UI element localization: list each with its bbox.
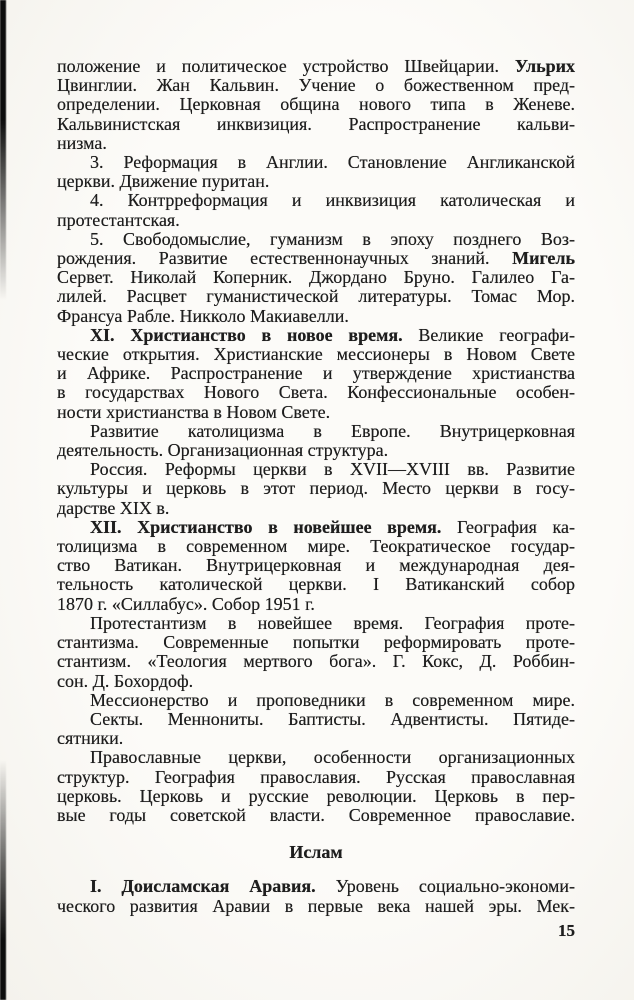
text-line xyxy=(57,115,575,134)
paragraph xyxy=(57,57,575,153)
text-line xyxy=(57,748,575,767)
text-line xyxy=(57,537,575,556)
body-text: Кальвинистская инквизиция. Распространение кальви- xyxy=(57,113,575,134)
text-line xyxy=(57,383,575,402)
body-text: тельность католической церкви. I Ватиканский собор xyxy=(57,574,575,595)
body-text: Россия. Реформы церкви в XVII—XVIII вв. Развитие xyxy=(90,459,575,480)
paragraph xyxy=(57,748,575,825)
paragraph xyxy=(57,614,575,691)
text-line xyxy=(57,595,575,614)
text-line xyxy=(57,768,575,787)
body-text: толицизма в современном мире. Теократическое государ- xyxy=(57,536,575,557)
paragraph xyxy=(57,691,575,710)
text-line xyxy=(57,806,575,825)
body-text: География ка- xyxy=(441,516,576,537)
text-line xyxy=(57,211,575,230)
text-line xyxy=(57,710,575,729)
text-line xyxy=(57,57,575,76)
body-text: Православные церкви, особенности организационных xyxy=(90,747,575,768)
text-line xyxy=(57,76,575,95)
body-text: культуры и церковь в этот период. Место церкви в госу- xyxy=(57,478,575,499)
text-line xyxy=(57,95,575,114)
body-text: Развитие католицизма в Европе. Внутрицерковная xyxy=(90,420,575,441)
body-text: Сервет. Николай Коперник. Джордано Бруно. Галилео Га- xyxy=(57,267,575,288)
text-line xyxy=(57,729,575,748)
body-text: 5. Свободомыслие, гуманизм в эпоху позднего Воз- xyxy=(90,228,575,249)
text-line xyxy=(57,307,575,326)
body-text: Великие географи- xyxy=(402,324,575,345)
text-line xyxy=(57,479,575,498)
text-line xyxy=(57,460,575,479)
text-line xyxy=(57,877,575,896)
body-text: определении. Церковная община нового типа в Женеве. xyxy=(57,94,575,115)
text-line xyxy=(57,422,575,441)
text-line xyxy=(57,897,575,916)
body-text: стантизм. «Теология мертвого бога». Г. Кокс, Д. Роббин- xyxy=(57,651,575,672)
paragraph xyxy=(57,460,575,518)
body-text: сятники. xyxy=(57,728,124,749)
body-text: Мессионерство и проповедники в современном мире. xyxy=(90,689,575,710)
text-line xyxy=(57,652,575,671)
body-text: дарстве XIX в. xyxy=(57,497,170,518)
paragraph xyxy=(57,153,575,191)
paragraph xyxy=(57,422,575,460)
text-line xyxy=(57,287,575,306)
body-text: ческие открытия. Христианские мессионеры в Новом Свете xyxy=(57,344,575,365)
text-line xyxy=(57,518,575,537)
text-line xyxy=(57,672,575,691)
text-line xyxy=(57,249,575,268)
body-text: протестантская. xyxy=(57,209,180,230)
body-text: в государствах Нового Света. Конфессиональные особен- xyxy=(57,382,575,403)
body-text: сон. Д. Бохордоф. xyxy=(57,670,194,691)
body-text: 4. Контрреформация и инквизиция католическая и xyxy=(90,190,575,211)
text-line xyxy=(57,556,575,575)
text-line xyxy=(57,153,575,172)
text-line xyxy=(57,191,575,210)
body-text: 3. Реформация в Англии. Становление Англиканской xyxy=(90,152,575,173)
paragraph xyxy=(57,230,575,326)
page-number: 15 xyxy=(558,921,575,940)
body-text: ности христианства в Новом Свете. xyxy=(57,401,331,422)
text-line xyxy=(57,499,575,518)
body-text: Цвинглии. Жан Кальвин. Учение о божественном пред- xyxy=(57,75,575,96)
text-line xyxy=(57,441,575,460)
page-text xyxy=(57,57,575,916)
text-line xyxy=(57,691,575,710)
text-line xyxy=(57,134,575,153)
body-text: Секты. Меннониты. Баптисты. Адвентисты. Пятиде- xyxy=(90,708,575,729)
bold-text: Мигель xyxy=(512,248,575,269)
text-line xyxy=(57,575,575,594)
text-line xyxy=(57,787,575,806)
bold-text: I. Доисламская Аравия. xyxy=(90,876,316,897)
text-line xyxy=(57,230,575,249)
body-text: лилей. Расцвет гуманистической литературы. Томас Мор. xyxy=(57,286,575,307)
text-line xyxy=(57,326,575,345)
scan-edge-artifact xyxy=(0,0,6,1000)
section-heading: Ислам xyxy=(289,842,343,863)
body-text: церкви. Движение пуритан. xyxy=(57,171,270,192)
bold-text: XII. Христианство в новейшее время. xyxy=(90,516,442,537)
text-line xyxy=(57,364,575,383)
bold-text: Ульрих xyxy=(514,56,575,76)
body-text: Уровень социально-экономи- xyxy=(315,876,575,897)
body-text: положение и политическое устройство Швейцарии. xyxy=(57,56,515,76)
text-line xyxy=(57,403,575,422)
body-text: церковь. Церковь и русские революции. Церковь в пер- xyxy=(57,785,575,806)
body-text: низма. xyxy=(57,132,107,153)
body-text: рождения. Развитие естественнонаучных знаний. xyxy=(57,248,513,269)
paragraph xyxy=(57,326,575,422)
bold-text: XI. Христианство в новое время. xyxy=(90,324,403,345)
paragraph xyxy=(57,710,575,748)
body-text: ческого развития Аравии в первые века нашей эры. Мек- xyxy=(57,895,575,916)
body-text: и Африке. Распространение и утверждение христианства xyxy=(57,363,575,384)
paragraph xyxy=(57,191,575,229)
body-text: ство Ватикан. Внутрицерковная и международная дея- xyxy=(57,555,575,576)
paragraph xyxy=(57,877,575,915)
body-text: структур. География православия. Русская православная xyxy=(57,766,575,787)
text-line xyxy=(57,345,575,364)
body-text: деятельность. Организационная структура. xyxy=(57,440,389,461)
text-line xyxy=(57,633,575,652)
body-text: вые годы советской власти. Современное православие. xyxy=(57,804,575,825)
text-line xyxy=(57,614,575,633)
body-text: стантизма. Современные попытки реформировать проте- xyxy=(57,632,575,653)
text-line xyxy=(57,268,575,287)
paragraph xyxy=(57,518,575,614)
body-text: Протестантизм в новейшее время. География проте- xyxy=(90,612,575,633)
body-text: Франсуа Рабле. Никколо Макиавелли. xyxy=(57,305,349,326)
text-line xyxy=(57,172,575,191)
body-text: 1870 г. «Силлабус». Собор 1951 г. xyxy=(57,593,315,614)
